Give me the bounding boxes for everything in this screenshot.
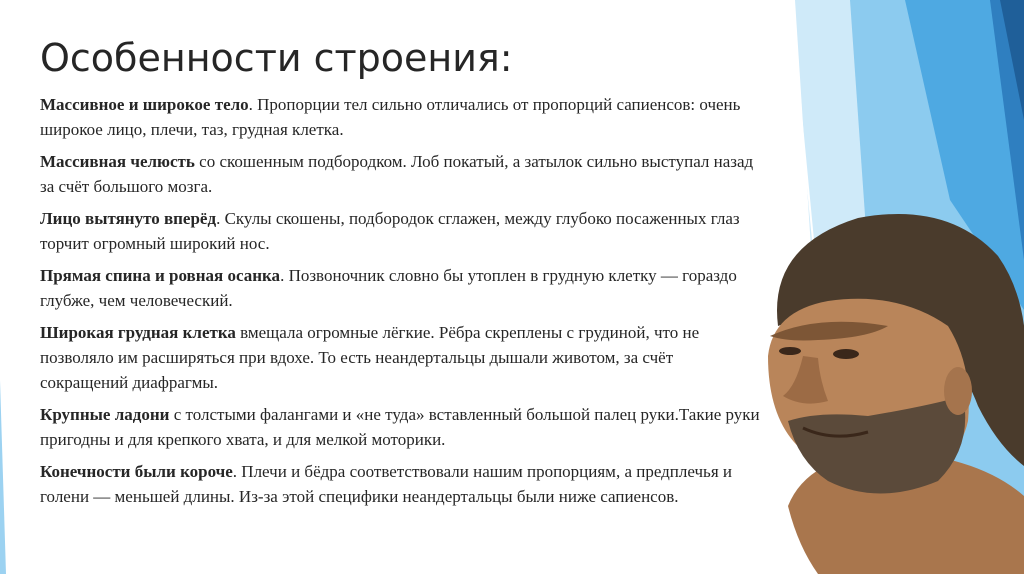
paragraph-chest [40, 320, 762, 395]
portrait-ear [944, 367, 972, 415]
paragraph-text: . Позвоночник словно бы утоплен в грудную клетку — гораздо глубже, чем человеческий. [40, 266, 737, 310]
paragraph-lead: Массивная челюсть [40, 152, 195, 171]
slide-title: Особенности строения: [40, 36, 513, 80]
paragraph-lead: Крупные ладони [40, 405, 170, 424]
neanderthal-portrait-image [748, 206, 1024, 574]
paragraph-lead: Конечности были короче [40, 462, 233, 481]
paragraph-text: . Скулы скошены, подбородок сглажен, между глубоко посаженных глаз торчит огромный широкий нос. [40, 209, 740, 253]
paragraph-text: . Плечи и бёдра соответствовали нашим пропорциям, а предплечья и голени — меньшей длины. Из-за этой специфики неандертальцы были ниже сапиенсов. [40, 462, 732, 506]
paragraph-body [40, 92, 762, 142]
paragraph-lead: Массивное и широкое тело [40, 95, 249, 114]
paragraph-text: со скошенным подбородком. Лоб покатый, а затылок сильно выступал назад за счёт большого мозга. [40, 152, 754, 196]
paragraph-text: вмещала огромные лёгкие. Рёбра скреплены с грудиной, что не позволяло им расширяться при вдохе. То есть неандертальцы дышали животом, за счёт сокращений диафрагмы. [40, 323, 700, 392]
paragraph-text: с толстыми фалангами и «не туда» вставленный большой палец руки.Такие руки пригодны и для крепкого хвата, и для мелкой моторики. [40, 405, 760, 449]
paragraph-text: . Пропорции тел сильно отличались от пропорций сапиенсов: очень широкое лицо, плечи, таз, грудная клетка. [40, 95, 741, 139]
paragraph-face [40, 206, 762, 256]
paragraph-jaw [40, 149, 762, 199]
portrait-eye-right [833, 349, 859, 359]
paragraph-hands [40, 402, 762, 452]
paragraph-lead: Широкая грудная клетка [40, 323, 236, 342]
paragraph-lead: Лицо вытянуто вперёд [40, 209, 217, 228]
content-body [40, 92, 762, 516]
paragraph-spine [40, 263, 762, 313]
paragraph-lead: Прямая спина и ровная осанка [40, 266, 281, 285]
paragraph-limbs [40, 459, 762, 509]
left-edge-sliver [0, 380, 6, 574]
portrait-eye-left [779, 347, 801, 355]
